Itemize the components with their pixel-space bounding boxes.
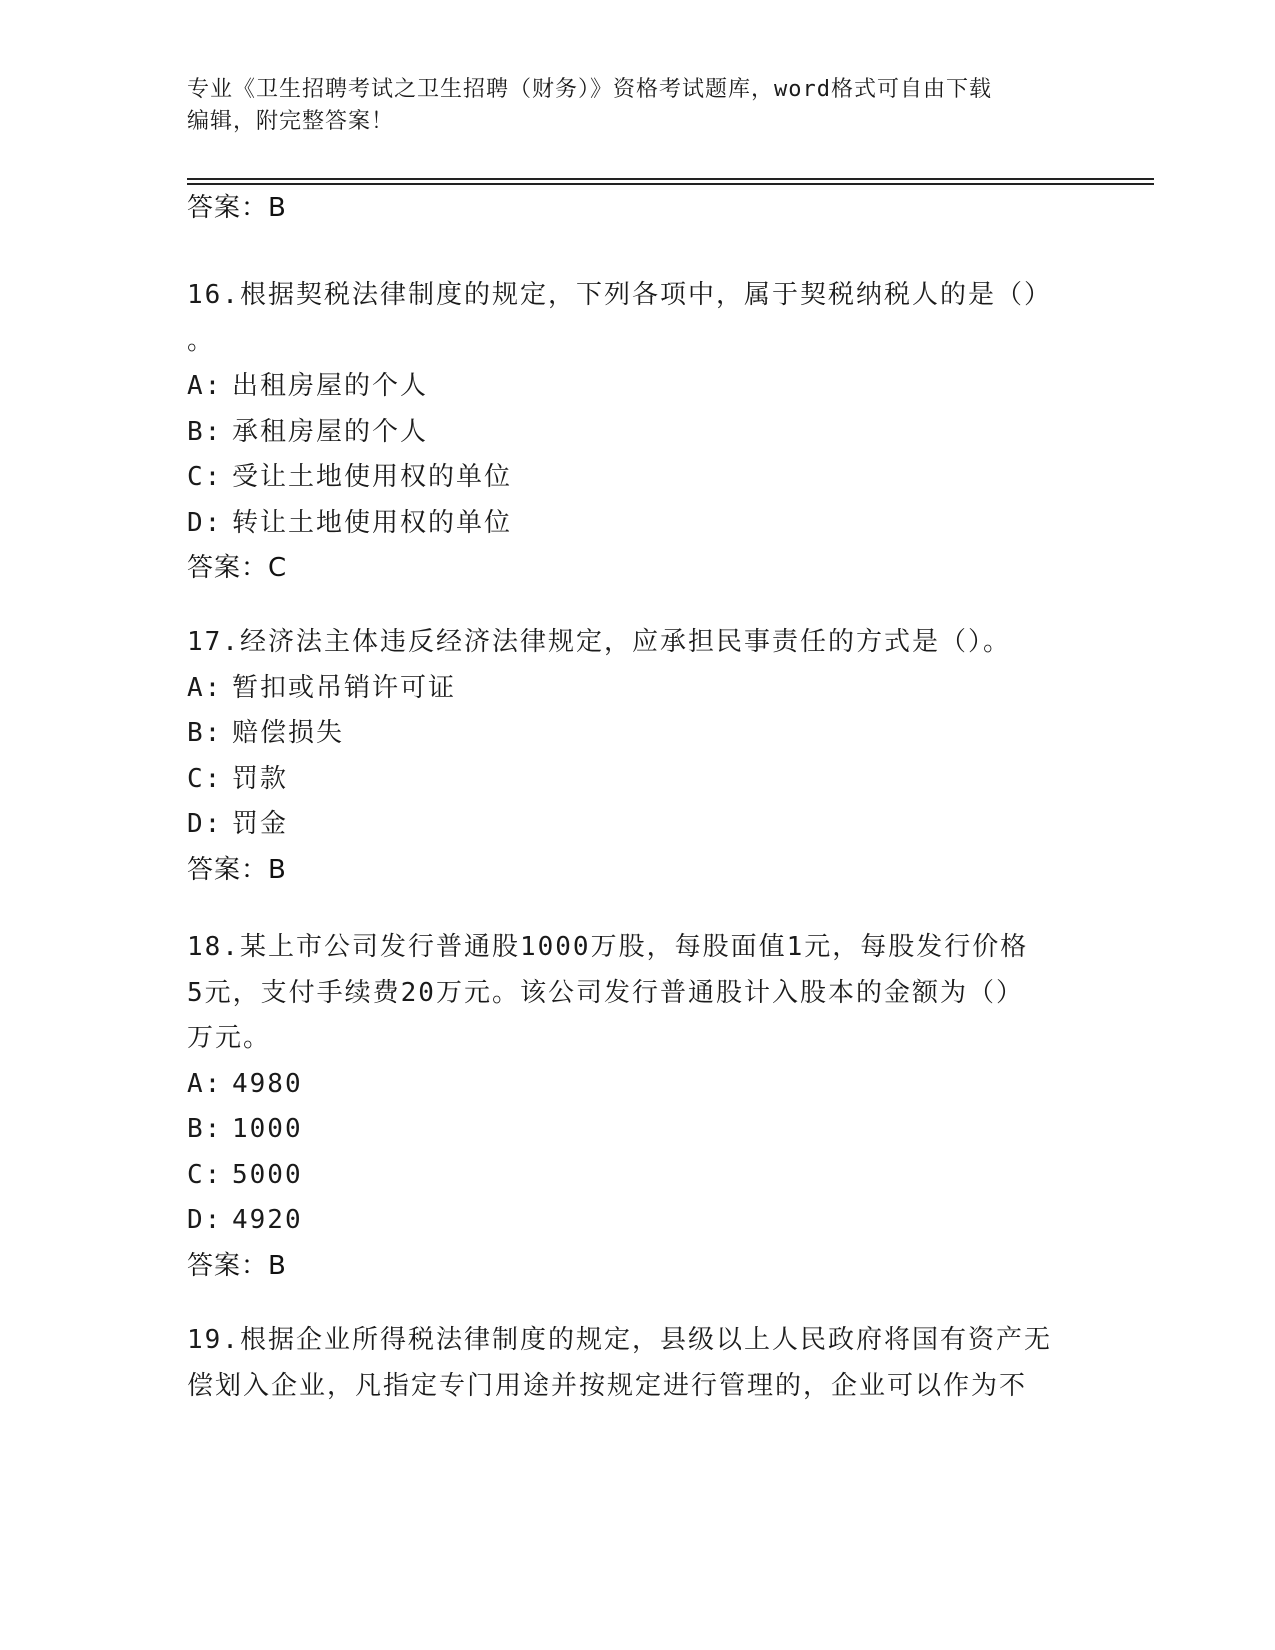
option-text: 暂扣或吊销许可证: [232, 672, 457, 703]
option-a: [187, 666, 1087, 712]
previous-answer-block: [187, 186, 1087, 232]
question-stem-line: 万元。: [187, 1023, 272, 1053]
question-stem-line: 。: [187, 325, 216, 356]
option-text: 受让土地使用权的单位: [232, 462, 513, 492]
option-d: [187, 1198, 1087, 1244]
option-text: 4920: [232, 1205, 303, 1235]
option-key: D:: [187, 809, 223, 839]
option-key: A:: [187, 371, 223, 401]
header-line-2: 编辑，附完整答案！: [187, 109, 395, 134]
option-text: 5000: [232, 1159, 303, 1190]
header-divider-bottom: [187, 183, 1154, 185]
option-key: A:: [187, 672, 223, 703]
question-19: [187, 1318, 1087, 1409]
option-b: [187, 711, 1087, 757]
option-d: [187, 501, 1087, 547]
answer-label: 答案：B: [187, 1250, 287, 1281]
option-key: C:: [187, 763, 223, 794]
option-b: [187, 410, 1087, 456]
option-d: [187, 802, 1087, 848]
question-17: [187, 620, 1087, 893]
option-text: 罚款: [232, 763, 289, 794]
document-header: [187, 74, 1087, 138]
question-stem-line: 16.根据契税法律制度的规定，下列各项中，属于契税纳税人的是（）: [187, 280, 1052, 310]
header-line-1: 专业《卫生招聘考试之卫生招聘（财务）》资格考试题库，word格式可自由下载: [187, 77, 992, 102]
question-stem-line: 偿划入企业，凡指定专门用途并按规定进行管理的，企业可以作为不: [187, 1370, 1028, 1401]
header-divider-top: [187, 178, 1154, 180]
option-key: B:: [187, 1114, 223, 1144]
option-key: D:: [187, 507, 223, 538]
answer-label: 答案：B: [187, 193, 287, 223]
question-18: [187, 925, 1087, 1289]
question-stem-line: 19.根据企业所得税法律制度的规定，县级以上人民政府将国有资产无: [187, 1325, 1052, 1355]
option-key: D:: [187, 1205, 223, 1235]
option-text: 出租房屋的个人: [232, 371, 429, 401]
option-c: [187, 1153, 1087, 1199]
question-stem-line: 17.经济法主体违反经济法律规定，应承担民事责任的方式是（）。: [187, 627, 1011, 657]
question-16: [187, 273, 1087, 592]
option-key: C:: [187, 462, 223, 492]
question-stem-line: 18.某上市公司发行普通股1000万股，每股面值1元，每股发行价格: [187, 932, 1029, 962]
option-text: 转让土地使用权的单位: [232, 507, 513, 538]
option-key: C:: [187, 1159, 223, 1190]
option-text: 4980: [232, 1068, 303, 1099]
option-key: B:: [187, 718, 223, 748]
option-a: [187, 1062, 1087, 1108]
option-text: 1000: [232, 1114, 303, 1144]
option-text: 承租房屋的个人: [232, 416, 429, 447]
option-text: 赔偿损失: [232, 718, 345, 748]
option-c: [187, 455, 1087, 501]
option-a: [187, 364, 1087, 410]
option-c: [187, 757, 1087, 803]
option-text: 罚金: [232, 809, 289, 839]
question-stem-line: 5元，支付手续费20万元。该公司发行普通股计入股本的金额为（）: [187, 977, 1024, 1008]
option-b: [187, 1107, 1087, 1153]
answer-label: 答案：B: [187, 854, 287, 885]
option-key: A:: [187, 1068, 223, 1099]
answer-label: 答案：C: [187, 553, 288, 583]
option-key: B:: [187, 416, 223, 447]
